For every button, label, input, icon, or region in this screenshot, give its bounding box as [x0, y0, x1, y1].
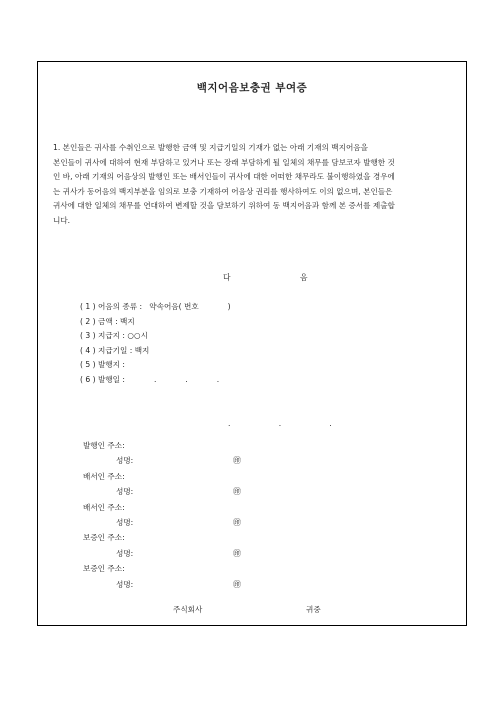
name-label: 성명: [116, 517, 134, 527]
name-label: 성명: [116, 487, 134, 497]
body-line: 본인들이 귀사에 대하여 현재 부담하고 있거나 또는 장래 부담하게 될 일체의 채무를 담보코자 발행한 것 [53, 157, 395, 167]
name-label: 성명: [116, 456, 134, 466]
signatory-row [83, 577, 343, 592]
signatory-row [83, 469, 343, 484]
signatory-row [83, 530, 343, 545]
detail-item: ( 1 ) 어음의 종류 : 약속어음( 번호 ) [80, 302, 231, 311]
seal-icon: ㊞ [233, 548, 241, 558]
seal-icon: ㊞ [233, 456, 241, 466]
bill-details-list [80, 300, 231, 388]
date-line [38, 410, 466, 437]
body-line: 귀사에 대한 일체의 채무를 연대하여 변제할 것을 담보하기 위하여 동 백지어음과 함께 본 증서를 제출합 [53, 201, 395, 211]
signatories-block [83, 438, 343, 592]
signatory-row [83, 438, 343, 453]
role-address-label: 보증인 주소: [83, 564, 125, 574]
footer-addressee: 귀중 [306, 605, 321, 614]
seal-icon: ㊞ [233, 579, 241, 589]
signatory-row [83, 484, 343, 499]
seal-icon: ㊞ [233, 487, 241, 497]
date-line-text: . . . [228, 419, 332, 428]
role-address-label: 배서인 주소: [83, 471, 125, 481]
signatory-row [83, 500, 343, 515]
signatory-row [83, 546, 343, 561]
body-line: 1. 본인들은 귀사를 수취인으로 발행한 금액 및 지급기일의 기재가 없는 아래 기재의 백지어음을 [53, 143, 368, 152]
detail-item: ( 4 ) 지급기일 : 백지 [80, 345, 150, 355]
body-line: 인 바, 아래 기재의 어음상의 발행인 또는 배서인들이 귀사에 대한 어떠한 채무라도 불이행하였을 경우에 [53, 172, 395, 182]
detail-item: ( 2 ) 금액 : 백지 [80, 316, 135, 326]
role-address-label: 보증인 주소: [83, 533, 125, 543]
name-label: 성명: [116, 579, 134, 589]
detail-item: ( 5 ) 발행지 : [80, 360, 125, 370]
signatory-row [83, 515, 343, 530]
document-frame [37, 61, 467, 626]
signatory-row [83, 453, 343, 468]
role-address-label: 발행인 주소: [83, 441, 125, 450]
detail-item: ( 6 ) 발행일 : . . . [80, 374, 220, 384]
body-paragraph [53, 141, 453, 229]
document-title: 백지어음보충권 부여증 [196, 82, 308, 94]
signatory-row [83, 561, 343, 576]
body-line: 는 귀사가 동어음의 백지부분을 임의로 보충 기재하여 어음상 권리를 행사하여도 이의 없으며, 본인들은 [53, 186, 393, 196]
seal-icon: ㊞ [233, 517, 241, 527]
detail-item: ( 3 ) 지급지 : ○○시 [80, 331, 148, 341]
name-label: 성명: [116, 548, 134, 558]
heading-right: 음 [300, 273, 308, 282]
footer-company: 주식회사 [173, 605, 203, 614]
body-line: 니다. [53, 215, 71, 225]
role-address-label: 배서인 주소: [83, 502, 125, 512]
heading-left: 다 [223, 273, 231, 282]
